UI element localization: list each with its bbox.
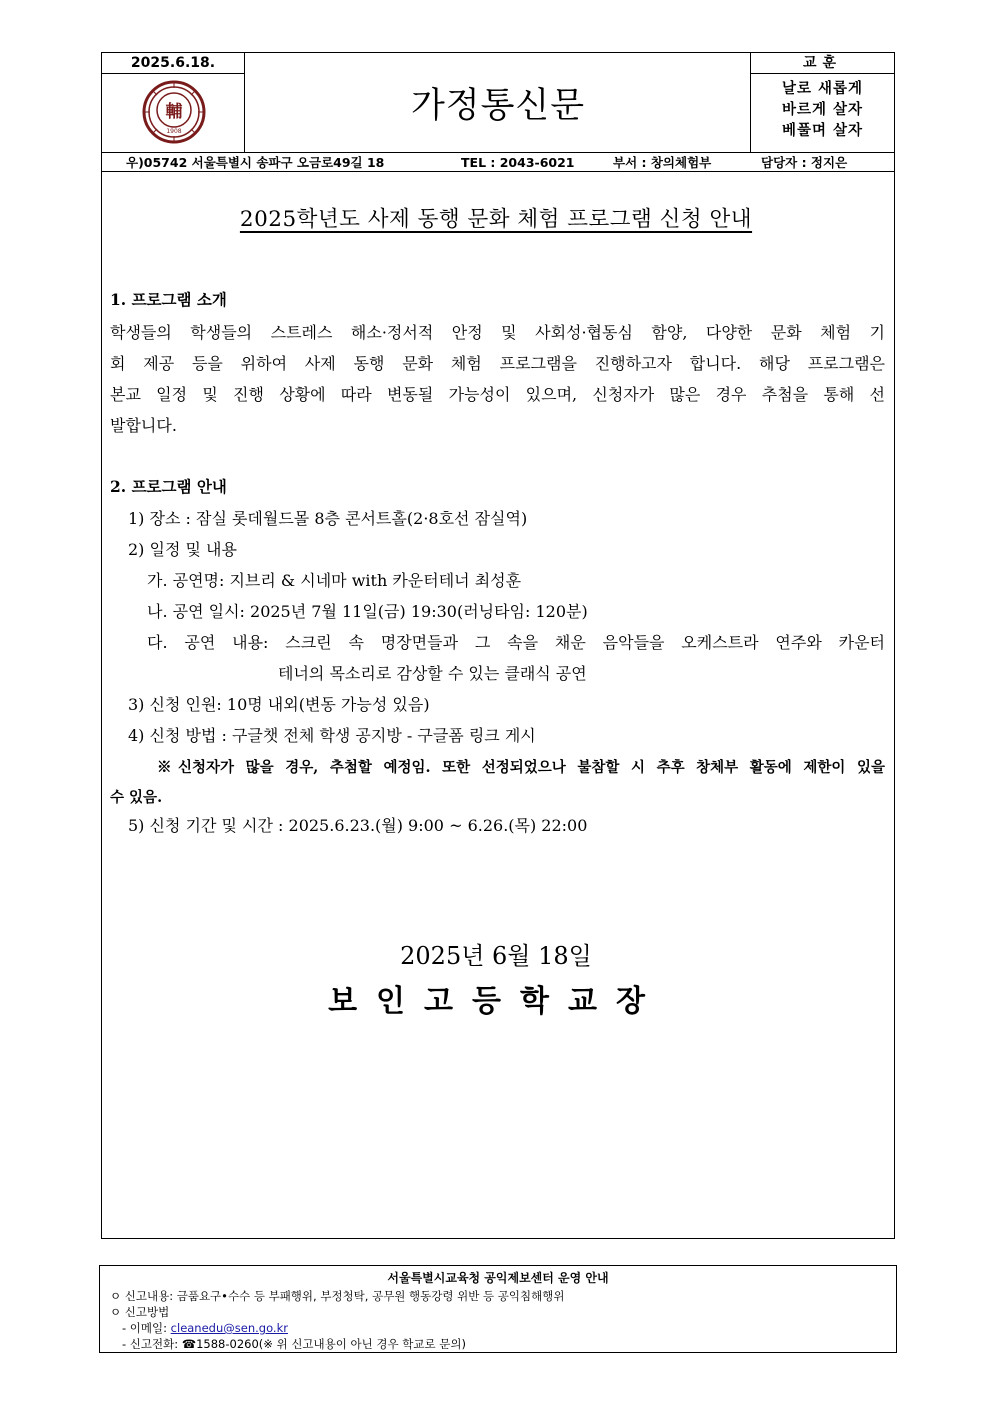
motto-line: 날로 새롭게: [781, 81, 864, 97]
intro-line: 회 제공 등을 위하여 사제 동행 문화 체험 프로그램을 진행하고자 합니다. 해당 프로그램은: [110, 354, 885, 373]
program-schedule: 2) 일정 및 내용: [128, 540, 237, 559]
school-seal-icon: [142, 80, 206, 144]
motto-heading: 교훈: [751, 53, 894, 74]
header-table: [101, 52, 895, 172]
report-phone: - 신고전화: ☎1588-0260(※ 위 신고내용이 아닌 경우 학교로 문의): [122, 1337, 466, 1351]
document-title: 2025학년도 사제 동행 문화 체험 프로그램 신청 안내: [239, 207, 753, 232]
program-place: 1) 장소 : 잠실 롯데월드몰 8층 콘서트홀(2·8호선 잠실역): [128, 509, 528, 528]
school-tel: TEL : 2043-6021: [461, 155, 575, 170]
application-method: 4) 신청 방법 : 구글챗 전체 학생 공지방 - 구글폼 링크 게시: [128, 726, 536, 745]
report-content: ㅇ 신고내용: 금품요구•수수 등 부패행위, 부정청탁, 공무원 행동강령 위반 등 공익침해행위: [110, 1289, 565, 1303]
notice-title: 서울특별시교육청 공익제보센터 운영 안내: [387, 1271, 609, 1285]
show-name: 가. 공연명: 지브리 & 시네마 with 카운터테너 최성훈: [147, 571, 522, 590]
motto-line: 베풀며 살자: [781, 123, 864, 139]
contact-info-bar: [102, 152, 894, 172]
whistleblower-notice-box: [99, 1265, 897, 1353]
contact-person: 담당자 : 정지은: [761, 155, 848, 170]
email-link[interactable]: cleanedu@sen.go.kr: [170, 1321, 288, 1335]
email-label: - 이메일:: [122, 1321, 171, 1335]
intro-line: 학생들의 학생들의 스트레스 해소·정서적 안정 및 사회성·협동심 함양, 다양한 문화 체험 기: [110, 323, 885, 342]
issue-date: 2025.6.18.: [102, 53, 244, 74]
header-left-cell: [102, 53, 245, 152]
show-time: 나. 공연 일시: 2025년 7월 11일(금) 19:30(러닝타임: 120분): [147, 602, 588, 621]
show-content: 다. 공연 내용: 스크린 속 명장면들과 그 속을 채운 음악들을 오케스트라 연주와 카운터: [147, 633, 885, 652]
application-period: 5) 신청 기간 및 시간 : 2025.6.23.(월) 9:00 ~ 6.26.(목) 22:00: [128, 816, 588, 835]
email-row: [122, 1320, 288, 1336]
seal-year: 1908: [166, 128, 182, 135]
program-capacity: 3) 신청 인원: 10명 내외(변동 가능성 있음): [128, 695, 430, 714]
lottery-notice-cont: 수 있음.: [110, 789, 163, 806]
seal-character: 輔: [165, 102, 183, 122]
section-1-heading: 1. 프로그램 소개: [110, 290, 227, 309]
intro-line: 본교 일정 및 진행 상황에 따라 변동될 가능성이 있으며, 신청자가 많은 경우 추첨을 통해 선: [110, 385, 885, 404]
lottery-notice: ※신청자가 많을 경우, 추첨할 예정임. 또한 선정되었으나 불참할 시 추후 창체부 활동에 제한이 있을: [157, 759, 885, 776]
intro-line: 발합니다.: [110, 416, 177, 435]
principal-signature: 보인고등학교장: [328, 984, 664, 1019]
motto-cell: [750, 53, 894, 152]
show-content-cont: 테너의 목소리로 감상할 수 있는 클래식 공연: [278, 664, 587, 683]
report-method: ㅇ 신고방법: [110, 1305, 170, 1319]
motto-line: 바르게 살자: [781, 102, 864, 118]
section-2-heading: 2. 프로그램 안내: [110, 477, 227, 496]
signature-date: 2025년 6월 18일: [400, 942, 592, 970]
page-title: 가정통신문: [410, 85, 586, 126]
department: 부서 : 창의체험부: [613, 155, 712, 170]
school-address: 우)05742 서울특별시 송파구 오금로49길 18: [126, 155, 385, 170]
